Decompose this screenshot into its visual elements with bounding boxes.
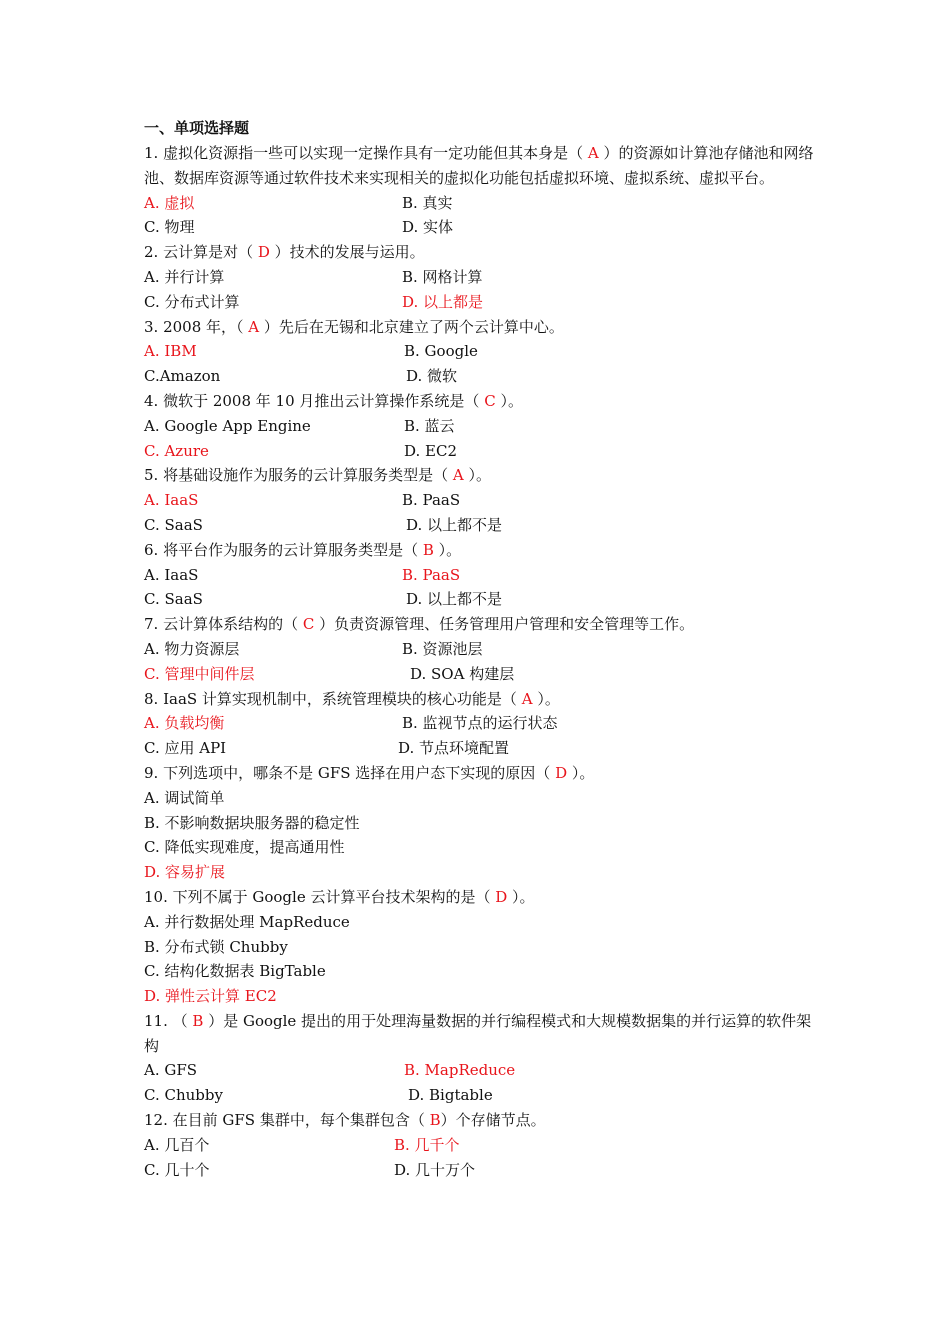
option-c: C.Amazon — [144, 367, 221, 386]
option-a: A. IaaS — [144, 491, 199, 510]
option-c: C. Azure — [144, 441, 209, 460]
options-row — [144, 265, 824, 290]
option-c: C. SaaS — [144, 590, 203, 609]
option-d: D. EC2 — [404, 441, 457, 460]
option-d: D. 节点环境配置 — [398, 739, 510, 758]
question-12: 12. 在目前 GFS 集群中，每个集群包含（ B）个存储节点。 — [144, 1111, 546, 1130]
option-a: A. Google App Engine — [144, 416, 311, 435]
option-c: C. 物理 — [144, 218, 195, 237]
answer-11: B — [192, 1011, 204, 1030]
option-b: B. PaaS — [402, 491, 461, 510]
option-d: D. 以上都是 — [402, 292, 484, 311]
option-d: D. SOA 构建层 — [410, 664, 515, 683]
option-b: B. Google — [404, 342, 478, 361]
options-row — [144, 1133, 824, 1158]
options-row — [144, 439, 824, 464]
answer-6: B — [422, 540, 434, 559]
options-row — [144, 215, 824, 240]
option-c: C. SaaS — [144, 515, 203, 534]
document-body — [144, 115, 824, 1182]
option-d: D. 以上都不是 — [406, 515, 503, 534]
question-1: 1. 虚拟化资源指一些可以实现一定操作具有一定功能但其本身是（ A ）的资源如计算池存储池和网络池、数据库资源等通过软件技术来实现相关的虚拟化功能包括虚拟环境、虚拟系统、虚拟平台。 — [144, 144, 814, 187]
option-a: A. 并行数据处理 MapReduce — [144, 912, 350, 931]
option-b: B. PaaS — [402, 565, 461, 584]
option-c: C. Chubby — [144, 1086, 223, 1105]
question-9: 9. 下列选项中，哪条不是 GFS 选择在用户态下实现的原因（ D ）。 — [144, 763, 595, 782]
option-b: B. 分布式锁 Chubby — [144, 937, 288, 956]
option-b: B. 监视节点的运行状态 — [402, 714, 558, 733]
option-d: D. Bigtable — [408, 1086, 493, 1105]
option-a: A. IaaS — [144, 565, 199, 584]
options-row — [144, 1158, 824, 1183]
options-row — [144, 587, 824, 612]
options-row — [144, 513, 824, 538]
option-c: C. 降低实现难度，提高通用性 — [144, 838, 345, 857]
question-8: 8. IaaS 计算实现机制中，系统管理模块的核心功能是（ A ）。 — [144, 689, 560, 708]
question-10: 10. 下列不属于 Google 云计算平台技术架构的是（ D ）。 — [144, 887, 535, 906]
options-row — [144, 637, 824, 662]
section-title: 一、单项选择题 — [144, 119, 250, 137]
option-b: B. 不影响数据块服务器的稳定性 — [144, 813, 360, 832]
answer-10: D — [495, 887, 508, 906]
option-b: B. 资源池层 — [402, 639, 483, 658]
option-c: C. 结构化数据表 BigTable — [144, 962, 326, 981]
option-d: D. 以上都不是 — [406, 590, 503, 609]
option-b: B. 网格计算 — [402, 267, 483, 286]
options-row — [144, 1058, 824, 1083]
option-a: A. 物力资源层 — [144, 639, 240, 658]
option-d: D. 微软 — [406, 367, 458, 386]
options-row — [144, 290, 824, 315]
question-2: 2. 云计算是对（ D ）技术的发展与运用。 — [144, 243, 425, 262]
option-a: A. IBM — [144, 342, 197, 361]
options-row — [144, 1083, 824, 1108]
answer-1: A — [587, 144, 599, 162]
option-c: C. 管理中间件层 — [144, 664, 255, 683]
question-6: 6. 将平台作为服务的云计算服务类型是（ B ）。 — [144, 540, 462, 559]
option-d: D. 几十万个 — [394, 1160, 476, 1179]
option-b: B. 几千个 — [394, 1135, 460, 1154]
options-row — [144, 488, 824, 513]
option-c: C. 应用 API — [144, 739, 227, 758]
option-a: A. 并行计算 — [144, 267, 225, 286]
options-row — [144, 711, 824, 736]
question-4: 4. 微软于 2008 年 10 月推出云计算操作系统是（ C ）。 — [144, 391, 523, 410]
option-a: A. GFS — [144, 1061, 198, 1080]
answer-12: B — [429, 1111, 441, 1130]
option-b: B. 蓝云 — [404, 416, 455, 435]
answer-5: A — [452, 466, 464, 485]
answer-9: D — [555, 763, 568, 782]
options-row — [144, 339, 824, 364]
answer-2: D — [257, 243, 270, 262]
option-d: D. 容易扩展 — [144, 863, 226, 882]
options-row — [144, 736, 824, 761]
answer-4: C — [484, 391, 496, 410]
question-7: 7. 云计算体系结构的（ C ）负责资源管理、任务管理用户管理和安全管理等工作。 — [144, 615, 695, 634]
option-c: C. 分布式计算 — [144, 292, 240, 311]
option-a: A. 调试简单 — [144, 788, 225, 807]
option-a: A. 虚拟 — [144, 193, 195, 212]
options-row — [144, 414, 824, 439]
option-b: B. MapReduce — [404, 1061, 516, 1080]
option-a: A. 负载均衡 — [144, 714, 225, 733]
question-11: 11. （ B ）是 Google 提出的用于处理海量数据的并行编程模式和大规模数据集的并行运算的软件架构 — [144, 1011, 812, 1055]
question-5: 5. 将基础设施作为服务的云计算服务类型是（ A ）。 — [144, 466, 491, 485]
answer-7: C — [302, 615, 315, 634]
option-c: C. 几十个 — [144, 1160, 210, 1179]
option-d: D. 实体 — [402, 218, 454, 237]
answer-3: A — [248, 317, 260, 336]
options-row — [144, 364, 824, 389]
options-row — [144, 563, 824, 588]
options-row — [144, 191, 824, 216]
answer-8: A — [521, 689, 533, 708]
options-row — [144, 662, 824, 687]
option-b: B. 真实 — [402, 193, 453, 212]
option-d: D. 弹性云计算 EC2 — [144, 987, 277, 1006]
option-a: A. 几百个 — [144, 1135, 210, 1154]
question-3: 3. 2008 年，（ A ）先后在无锡和北京建立了两个云计算中心。 — [144, 317, 564, 336]
